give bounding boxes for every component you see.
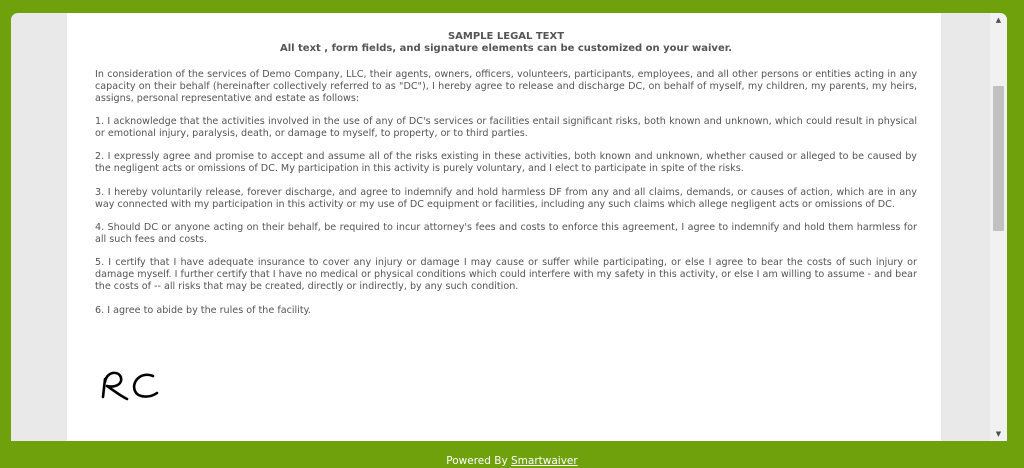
smartwaiver-link[interactable]: Smartwaiver <box>511 455 578 467</box>
document-title: SAMPLE LEGAL TEXT <box>447 31 565 42</box>
document-subtitle: All text , form fields, and signature elements can be customized on your waiver. <box>279 42 733 54</box>
clause-1: 1. I acknowledge that the activities involved in the use of any of DC's services or facilities entail significant risks, both known and unknown, which could result in physical or emotional injury, paralysis, death, or damage to myself, to property, or to third parties. <box>95 116 917 139</box>
document-header <box>95 31 917 55</box>
clause-5: 5. I certify that I have adequate insurance to cover any injury or damage I may cause or suffer while participating, or else I agree to bear the costs of such injury or damage myself. I further certify that I have no medical or physical conditions which could interfere with my safety in this activity, or else I am willing to assume - and bear the costs of -- all risks that may be created, directly or indirectly, by any such condition. <box>95 257 917 293</box>
clause-3: 3. I hereby voluntarily release, forever discharge, and agree to indemnify and hold harmless DF from any and all claims, demands, or causes of action, which are in any way connected with my participation in this activity or my use of DC equipment or facilities, including any such claims which allege negligent acts or omissions of DC. <box>95 186 917 210</box>
waiver-document <box>67 13 941 441</box>
clause-6: 6. I agree to abide by the rules of the facility. <box>95 304 311 316</box>
waiver-content <box>95 31 917 328</box>
vertical-scrollbar[interactable] <box>990 13 1007 441</box>
footer <box>0 454 1024 468</box>
scroll-down-icon[interactable]: ▼ <box>995 430 1002 438</box>
scroll-up-icon[interactable]: ▲ <box>995 16 1002 24</box>
clause-2: 2. I expressly agree and promise to accept and assume all of the risks existing in these activities, both known and unknown, whether caused or alleged to be caused by the negligent acts or omissions of DC. My participation in this activity is purely voluntary, and I elect to participate in spite of the risks. <box>95 151 917 175</box>
intro-paragraph: In consideration of the services of Demo Company, LLC, their agents, owners, officers, volunteers, participants, employees, and all other persons or entities acting in any capacity on their behalf (hereinafter collectively referred to as "DC"), I hereby agree to release and discharge DC, on behalf of myself, my children, my parents, my heirs, assigns, personal representative and estate as follows: <box>95 68 917 104</box>
scroll-thumb[interactable] <box>993 86 1004 231</box>
footer-prefix: Powered By <box>446 455 508 467</box>
signature-image <box>93 357 173 412</box>
clause-4: 4. Should DC or anyone acting on their behalf, be required to incur attorney's fees and costs to enforce this agreement, I agree to indemnify and hold them harmless for all such fees and costs. <box>95 221 917 245</box>
